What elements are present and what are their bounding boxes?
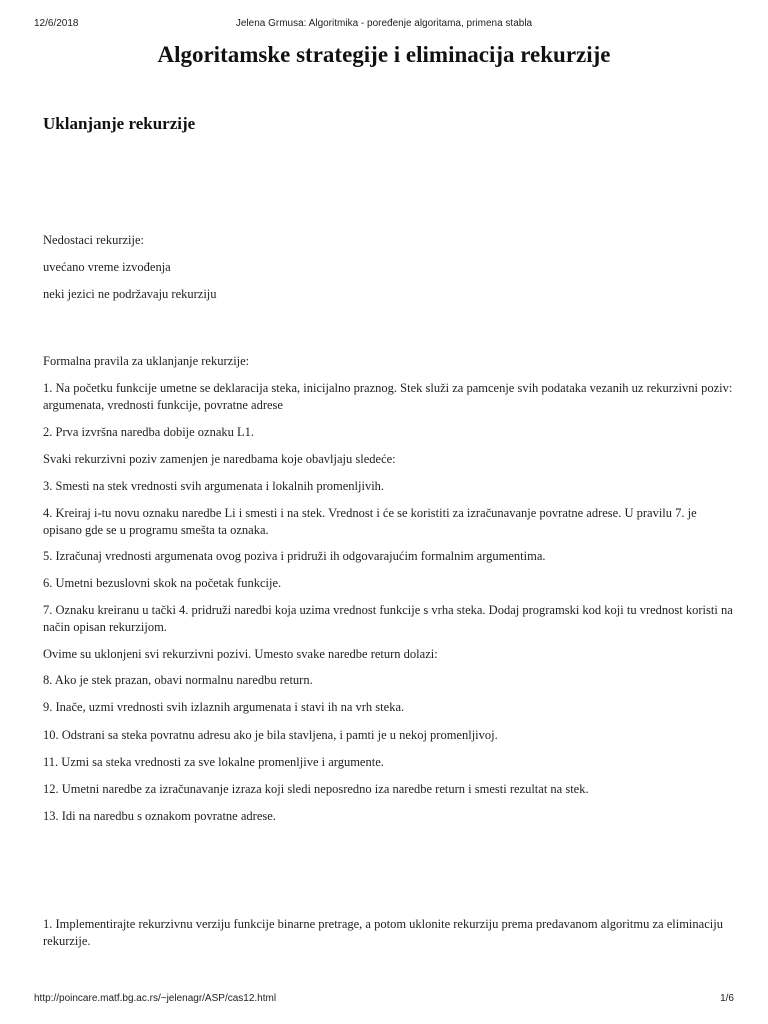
page-url: http://poincare.matf.bg.ac.rs/~jelenagr/ASP/cas12.html xyxy=(34,993,277,1004)
section-heading: Uklanjanje rekurzije xyxy=(43,114,196,133)
print-footer xyxy=(34,993,734,1007)
rule-item: 1. Na početku funkcije umetne se deklaracija steka, inicijalno praznog. Stek služi za pamcenje svih podataka vezanih uz rekurzivni poziv: argumenata, vrednosti funkcije, povratne adrese xyxy=(43,381,733,412)
rule-item: 9. Inače, uzmi vrednosti svih izlaznih argumenata i stavi ih na vrh steka. xyxy=(43,700,405,714)
rules-heading: Formalna pravila za uklanjanje rekurzije: xyxy=(43,354,250,368)
rule-item: 3. Smesti na stek vrednosti svih argumenata i lokalnih promenljivih. xyxy=(43,479,385,493)
rule-item: 2. Prva izvršna naredba dobije oznaku L1. xyxy=(43,425,255,439)
rule-item: 13. Idi na naredbu s oznakom povratne adrese. xyxy=(43,809,276,823)
rule-item: 8. Ako je stek prazan, obavi normalnu naredbu return. xyxy=(43,673,313,687)
rule-item: 12. Umetni naredbe za izračunavanje izraza koji sledi neposredno iza naredbe return i smesti rezultat na stek. xyxy=(43,782,589,796)
drawback-item: neki jezici ne podržavaju rekurziju xyxy=(43,287,217,301)
rule-item: 10. Odstrani sa steka povratnu adresu ako je bila stavljena, i pamti je u nekoj promenljivoj. xyxy=(43,728,498,742)
calls-intro: Svaki rekurzivni poziv zamenjen je naredbama koje obavljaju sledeće: xyxy=(43,452,396,466)
document-title: Algoritamske strategije i eliminacija rekurzije xyxy=(157,42,611,67)
rule-item: 4. Kreiraj i-tu novu oznaku naredbe Li i smesti i na stek. Vrednost i će se koristiti za izračunavanje povratne adrese. U pravilu 7. je opisano gde se u programu smešta ta oznaka. xyxy=(43,506,697,537)
drawbacks-heading: Nedostaci rekurzije: xyxy=(43,233,144,247)
page-number: 1/6 xyxy=(720,993,734,1004)
rule-item: 5. Izračunaj vrednosti argumenata ovog poziva i pridruži ih odgovarajućim formalnim argumentima. xyxy=(43,549,546,563)
rule-item: 6. Umetni bezuslovni skok na početak funkcije. xyxy=(43,576,282,590)
rule-item: 7. Oznaku kreiranu u tački 4. pridruži naredbi koja uzima vrednost funkcije s vrha steka. Dodaj programski kod koji tu vrednost koristi na način opisan rekurzijom. xyxy=(43,603,733,634)
drawback-item: uvećano vreme izvođenja xyxy=(43,260,171,274)
print-date: 12/6/2018 xyxy=(34,18,79,29)
print-page-title: Jelena Grmusa: Algoritmika - poređenje algoritama, primena stabla xyxy=(235,18,533,29)
exercise-item: 1. Implementirajte rekurzivnu verziju funkcije binarne pretrage, a potom uklonite rekurziju prema predavanom algoritmu za eliminaciju rekurzije. xyxy=(43,917,723,948)
print-header xyxy=(34,18,734,32)
rule-item: 11. Uzmi sa steka vrednosti za sve lokalne promenljive i argumente. xyxy=(43,755,384,769)
return-intro: Ovime su uklonjeni svi rekurzivni pozivi. Umesto svake naredbe return dolazi: xyxy=(43,647,438,661)
